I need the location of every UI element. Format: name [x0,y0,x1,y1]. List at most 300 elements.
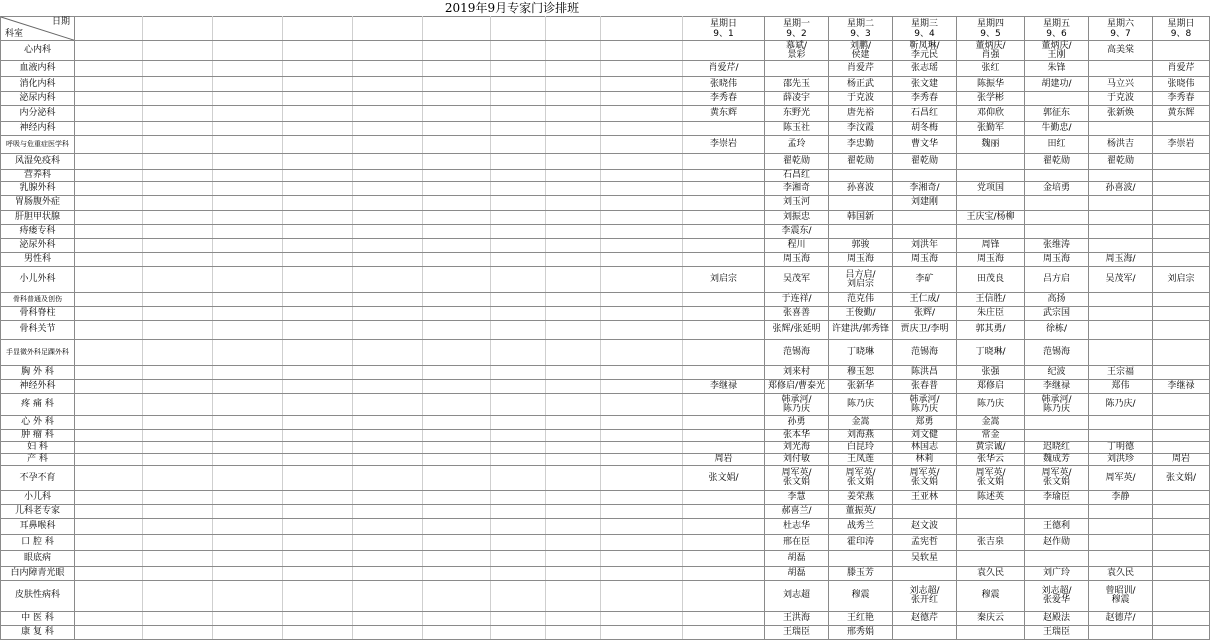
doctor-cell[interactable]: 王洪海 [765,611,829,625]
doctor-cell[interactable] [1153,210,1210,224]
doctor-cell[interactable]: 胡磊 [765,551,829,567]
doctor-cell[interactable]: 林国志 [893,442,957,454]
doctor-cell[interactable]: 张新华 [829,379,893,393]
doctor-cell[interactable]: 张文娟/ [683,466,765,490]
doctor-cell[interactable]: 黄东辉 [683,105,765,121]
doctor-cell[interactable]: 张文建 [893,77,957,91]
doctor-cell[interactable]: 张学彬 [957,91,1025,105]
doctor-cell[interactable] [683,196,765,210]
doctor-cell[interactable]: 张春普 [893,379,957,393]
doctor-cell[interactable]: 陈乃庆/ [1089,393,1153,415]
doctor-cell[interactable] [765,466,829,490]
empty-cell [283,293,353,307]
doctor-cell[interactable] [893,393,957,415]
doctor-cell[interactable]: 孙勇 [765,416,829,430]
doctor-cell[interactable]: 金嵩 [957,416,1025,430]
doctor-cell[interactable] [1089,551,1153,567]
doctor-cell[interactable]: 周军英/ [1089,466,1153,490]
doctor-cell[interactable] [683,581,765,611]
doctor-cell[interactable]: 李秀春 [893,91,957,105]
doctor-cell[interactable]: 穆震 [829,581,893,611]
doctor-cell[interactable]: 刘付敏 [765,454,829,466]
doctor-cell[interactable] [1089,121,1153,135]
doctor-cell[interactable] [1025,393,1089,415]
empty-cell [353,393,423,415]
doctor-cell[interactable] [957,518,1025,534]
doctor-cell[interactable]: 张新焕 [1089,105,1153,121]
doctor-cell[interactable]: 丁明德 [1089,442,1153,454]
doctor-cell[interactable] [1153,41,1210,61]
doctor-cell[interactable]: 范克伟 [829,293,893,307]
doctor-cell[interactable]: 纪波 [1025,365,1089,379]
doctor-cell[interactable] [1089,293,1153,307]
doctor-cell[interactable] [1089,625,1153,639]
doctor-cell[interactable]: 赵作勋 [1025,535,1089,551]
doctor-cell[interactable]: 林莉 [893,454,957,466]
doctor-cell[interactable] [683,154,765,170]
doctor-cell[interactable]: 孙喜波/ [1089,182,1153,196]
doctor-cell[interactable]: 霍印涛 [829,535,893,551]
doctor-cell[interactable] [1153,182,1210,196]
doctor-cell[interactable]: 韩国新 [829,210,893,224]
doctor-cell[interactable] [683,625,765,639]
doctor-cell[interactable] [683,307,765,321]
doctor-cell[interactable] [829,224,893,238]
doctor-cell[interactable] [1153,535,1210,551]
doctor-cell[interactable]: 胡冬梅 [893,121,957,135]
doctor-cell[interactable]: 张晓伟 [683,77,765,91]
doctor-cell[interactable]: 郑修启/曹泰光 [765,379,829,393]
doctor-cell[interactable] [893,567,957,581]
doctor-cell[interactable]: 胡建功/ [1025,77,1089,91]
doctor-cell[interactable]: 陈洪昌 [893,365,957,379]
doctor-cell[interactable]: 金培勇 [1025,182,1089,196]
doctor-cell[interactable]: 李瑜臣 [1025,490,1089,504]
doctor-cell[interactable] [957,551,1025,567]
doctor-cell[interactable]: 范锡海 [765,339,829,365]
doctor-cell[interactable] [1089,61,1153,77]
doctor-cell[interactable]: 张华云 [957,454,1025,466]
doctor-cell[interactable] [1089,196,1153,210]
doctor-cell[interactable] [683,551,765,567]
doctor-cell[interactable] [683,182,765,196]
doctor-cell[interactable] [893,466,957,490]
doctor-cell[interactable]: 周玉海/ [1089,252,1153,266]
doctor-cell[interactable]: 周锋 [957,238,1025,252]
doctor-cell[interactable] [683,365,765,379]
doctor-cell[interactable] [1153,393,1210,415]
doctor-cell[interactable]: 石昌红 [765,170,829,182]
doctor-cell[interactable]: 刘洪珍 [1089,454,1153,466]
doctor-cell[interactable] [1153,567,1210,581]
doctor-cell[interactable] [1153,442,1210,454]
doctor-cell[interactable]: 袁久民 [957,567,1025,581]
doctor-cell[interactable] [893,41,957,61]
doctor-cell[interactable]: 程川 [765,238,829,252]
doctor-cell[interactable] [1153,625,1210,639]
empty-cell [353,551,423,567]
doctor-cell[interactable]: 张维涛 [1025,238,1089,252]
doctor-cell[interactable]: 武宗国 [1025,307,1089,321]
doctor-cell[interactable]: 秦庆云 [957,611,1025,625]
doctor-cell[interactable] [1153,416,1210,430]
doctor-cell[interactable]: 周玉海 [765,252,829,266]
doctor-cell[interactable] [1153,339,1210,365]
doctor-cell[interactable] [1025,430,1089,442]
doctor-cell[interactable] [957,466,1025,490]
doctor-cell[interactable]: 刘文健 [893,430,957,442]
doctor-cell[interactable] [1025,551,1089,567]
doctor-cell[interactable]: 郭征东 [1025,105,1089,121]
doctor-cell[interactable] [1153,490,1210,504]
doctor-cell[interactable]: 魏成芳 [1025,454,1089,466]
doctor-cell[interactable]: 范锡海 [1025,339,1089,365]
doctor-cell[interactable]: 黄宗诚/ [957,442,1025,454]
doctor-cell[interactable]: 李崇岩 [683,135,765,153]
doctor-cell[interactable]: 王庆宝/杨柳 [957,210,1025,224]
doctor-cell[interactable] [683,224,765,238]
doctor-cell[interactable]: 王瑞臣 [765,625,829,639]
doctor-cell[interactable]: 张志瑶 [893,61,957,77]
doctor-cell[interactable]: 翟乾勋 [829,154,893,170]
doctor-cell[interactable] [1089,416,1153,430]
doctor-cell[interactable]: 石昌红 [893,105,957,121]
doctor-cell[interactable]: 刘启宗 [1153,266,1210,292]
doctor-cell[interactable] [1089,535,1153,551]
doctor-cell[interactable]: 曹文华 [893,135,957,153]
doctor-cell[interactable]: 许建洪/郭秀锋 [829,321,893,339]
doctor-cell[interactable]: 肖爱芹/ [683,61,765,77]
doctor-cell[interactable]: 张红 [957,61,1025,77]
doctor-cell[interactable]: 翟乾勋 [765,154,829,170]
doctor-cell[interactable]: 田茂良 [957,266,1025,292]
doctor-cell[interactable] [1153,196,1210,210]
doctor-cell[interactable] [683,442,765,454]
doctor-cell[interactable] [1025,504,1089,518]
doctor-cell[interactable] [957,196,1025,210]
doctor-cell[interactable] [893,504,957,518]
doctor-cell[interactable] [683,210,765,224]
doctor-cell[interactable]: 郑修启 [957,379,1025,393]
doctor-cell[interactable]: 朱庄臣 [957,307,1025,321]
doctor-cell[interactable]: 陈述英 [957,490,1025,504]
doctor-cell[interactable]: 朱锋 [1025,61,1089,77]
doctor-cell[interactable]: 李汶霞 [829,121,893,135]
doctor-cell[interactable]: 丁晓琳/ [957,339,1025,365]
doctor-cell[interactable]: 孟宪哲 [893,535,957,551]
doctor-cell[interactable]: 唐先裕 [829,105,893,121]
doctor-cell[interactable] [957,41,1025,61]
doctor-cell[interactable] [1153,365,1210,379]
doctor-cell[interactable] [683,416,765,430]
doctor-cell[interactable]: 王瑞臣 [1025,625,1089,639]
doctor-cell[interactable]: 董振英/ [829,504,893,518]
doctor-cell[interactable]: 刘海燕 [829,430,893,442]
doctor-cell[interactable] [765,393,829,415]
doctor-cell[interactable] [829,466,893,490]
doctor-cell[interactable]: 滕玉芳 [829,567,893,581]
doctor-cell[interactable]: 吕方启 [1025,266,1089,292]
doctor-cell[interactable]: 周玉海 [893,252,957,266]
doctor-cell[interactable]: 李秀春 [1153,91,1210,105]
doctor-cell[interactable]: 东野光 [765,105,829,121]
doctor-cell[interactable] [1153,154,1210,170]
doctor-cell[interactable]: 刘建刚 [893,196,957,210]
doctor-cell[interactable]: 郭骏 [829,238,893,252]
doctor-cell[interactable]: 吴软星 [893,551,957,567]
doctor-cell[interactable]: 刘玉河 [765,196,829,210]
doctor-cell[interactable]: 党项国 [957,182,1025,196]
doctor-cell[interactable]: 于克波 [829,91,893,105]
doctor-cell[interactable] [1089,581,1153,611]
doctor-cell[interactable]: 丁晓琳 [829,339,893,365]
doctor-cell[interactable] [1153,121,1210,135]
doctor-cell[interactable]: 肖爱芹 [1153,61,1210,77]
doctor-cell[interactable]: 胡磊 [765,567,829,581]
doctor-cell[interactable]: 王俊勤/ [829,307,893,321]
doctor-cell[interactable] [1153,518,1210,534]
doctor-cell[interactable]: 迟晓红 [1025,442,1089,454]
doctor-cell[interactable]: 孟玲 [765,135,829,153]
doctor-cell[interactable]: 王红艳 [829,611,893,625]
doctor-cell[interactable]: 张勤军 [957,121,1025,135]
doctor-cell[interactable]: 翟乾勋 [1025,154,1089,170]
doctor-cell[interactable]: 吴茂军/ [1089,266,1153,292]
doctor-cell[interactable]: 李矿 [893,266,957,292]
doctor-cell[interactable]: 高扬 [1025,293,1089,307]
doctor-cell[interactable]: 袁久民 [1089,567,1153,581]
doctor-cell[interactable]: 王德利 [1025,518,1089,534]
doctor-cell[interactable]: 穆玉恕 [829,365,893,379]
doctor-cell[interactable] [683,252,765,266]
doctor-cell[interactable] [1153,170,1210,182]
doctor-cell[interactable]: 赵德芹 [893,611,957,625]
doctor-cell[interactable]: 于连祥/ [765,293,829,307]
doctor-cell[interactable] [1153,430,1210,442]
doctor-cell[interactable]: 周岩 [683,454,765,466]
doctor-cell[interactable] [683,321,765,339]
doctor-cell[interactable] [1153,252,1210,266]
doctor-cell[interactable]: 徐栋/ [1025,321,1089,339]
doctor-cell[interactable] [683,41,765,61]
doctor-cell[interactable] [683,611,765,625]
doctor-cell[interactable] [893,581,957,611]
doctor-cell[interactable]: 刘振忠 [765,210,829,224]
doctor-cell[interactable]: 周玉海 [829,252,893,266]
doctor-cell[interactable] [829,551,893,567]
doctor-cell[interactable]: 赵殿法 [1025,611,1089,625]
doctor-cell[interactable]: 周玉海 [1025,252,1089,266]
doctor-cell[interactable] [1025,581,1089,611]
doctor-cell[interactable]: 陈玉社 [765,121,829,135]
doctor-cell[interactable]: 张强 [957,365,1025,379]
doctor-cell[interactable]: 黄东辉 [1153,105,1210,121]
doctor-cell[interactable]: 李震东/ [765,224,829,238]
doctor-cell[interactable]: 陈乃庆 [957,393,1025,415]
doctor-cell[interactable]: 邵先玉 [765,77,829,91]
doctor-cell[interactable]: 李静 [1089,490,1153,504]
doctor-cell[interactable]: 战秀兰 [829,518,893,534]
doctor-cell[interactable] [1025,466,1089,490]
doctor-cell[interactable]: 李秀春 [683,91,765,105]
doctor-cell[interactable]: 李忠勤 [829,135,893,153]
doctor-cell[interactable]: 杨正武 [829,77,893,91]
doctor-cell[interactable]: 郑勇 [893,416,957,430]
doctor-cell[interactable] [957,625,1025,639]
doctor-cell[interactable] [1025,170,1089,182]
doctor-cell[interactable]: 张本华 [765,430,829,442]
doctor-cell[interactable]: 刘来村 [765,365,829,379]
doctor-cell[interactable]: 郭其勇/ [957,321,1025,339]
doctor-cell[interactable]: 金嵩 [829,416,893,430]
doctor-cell[interactable]: 魏丽 [957,135,1025,153]
doctor-cell[interactable] [765,61,829,77]
doctor-cell[interactable] [893,224,957,238]
doctor-cell[interactable] [1089,504,1153,518]
doctor-cell[interactable]: 肖爱芹 [829,61,893,77]
doctor-cell[interactable] [1089,339,1153,365]
doctor-cell[interactable]: 姜荣燕 [829,490,893,504]
doctor-cell[interactable] [1153,611,1210,625]
doctor-cell[interactable] [1089,518,1153,534]
doctor-cell[interactable] [957,224,1025,238]
doctor-cell[interactable] [1025,416,1089,430]
doctor-cell[interactable] [683,238,765,252]
doctor-cell[interactable]: 刘广玲 [1025,567,1089,581]
doctor-cell[interactable]: 王宗福 [1089,365,1153,379]
doctor-cell[interactable] [1153,581,1210,611]
doctor-cell[interactable] [1089,321,1153,339]
doctor-cell[interactable] [1089,224,1153,238]
doctor-cell[interactable]: 于克波 [1089,91,1153,105]
doctor-cell[interactable] [893,170,957,182]
doctor-cell[interactable]: 张晓伟 [1153,77,1210,91]
doctor-cell[interactable]: 薛凌宇 [765,91,829,105]
doctor-cell[interactable] [957,504,1025,518]
doctor-cell[interactable] [829,41,893,61]
doctor-cell[interactable] [683,121,765,135]
doctor-cell[interactable]: 刘光海 [765,442,829,454]
doctor-cell[interactable] [683,430,765,442]
doctor-cell[interactable] [683,490,765,504]
doctor-cell[interactable]: 李慧 [765,490,829,504]
doctor-cell[interactable] [829,196,893,210]
doctor-cell[interactable] [1153,307,1210,321]
doctor-cell[interactable] [957,170,1025,182]
doctor-cell[interactable]: 马立兴 [1089,77,1153,91]
doctor-cell[interactable]: 杜志华 [765,518,829,534]
doctor-cell[interactable]: 王仁成/ [893,293,957,307]
doctor-cell[interactable]: 李湘奇/ [893,182,957,196]
doctor-cell[interactable]: 张喜善 [765,307,829,321]
doctor-cell[interactable] [893,625,957,639]
doctor-cell[interactable] [1153,504,1210,518]
doctor-cell[interactable]: 张吉泉 [957,535,1025,551]
doctor-cell[interactable]: 赵德芹/ [1089,611,1153,625]
doctor-cell[interactable] [683,504,765,518]
doctor-cell[interactable]: 李继禄 [1025,379,1089,393]
doctor-cell[interactable]: 刘洪年 [893,238,957,252]
doctor-cell[interactable]: 吴茂军 [765,266,829,292]
doctor-cell[interactable]: 刘志超 [765,581,829,611]
doctor-cell[interactable]: 李崇岩 [1153,135,1210,153]
doctor-cell[interactable]: 翟乾勋 [1089,154,1153,170]
doctor-cell[interactable]: 郑伟 [1089,379,1153,393]
doctor-cell[interactable] [683,518,765,534]
doctor-cell[interactable]: 贾庆卫/李明 [893,321,957,339]
doctor-cell[interactable] [1153,224,1210,238]
doctor-cell[interactable] [1089,307,1153,321]
doctor-cell[interactable] [1089,210,1153,224]
doctor-cell[interactable] [1153,293,1210,307]
doctor-cell[interactable]: 王信胜/ [957,293,1025,307]
doctor-cell[interactable]: 陈振华 [957,77,1025,91]
doctor-cell[interactable]: 田红 [1025,135,1089,153]
doctor-cell[interactable] [1153,321,1210,339]
doctor-cell[interactable]: 白昆玲 [829,442,893,454]
doctor-cell[interactable]: 翟乾勋 [893,154,957,170]
doctor-cell[interactable] [1089,430,1153,442]
doctor-cell[interactable]: 常金 [957,430,1025,442]
doctor-cell[interactable] [893,210,957,224]
doctor-cell[interactable]: 李继禄 [683,379,765,393]
doctor-cell[interactable]: 李继禄 [1153,379,1210,393]
doctor-cell[interactable]: 王凤莲 [829,454,893,466]
doctor-cell[interactable]: 周岩 [1153,454,1210,466]
doctor-cell[interactable] [1025,196,1089,210]
doctor-cell[interactable]: 邓仰欣 [957,105,1025,121]
doctor-cell[interactable] [1153,238,1210,252]
doctor-cell[interactable]: 孙喜波 [829,182,893,196]
doctor-cell[interactable]: 张辉/ [893,307,957,321]
doctor-cell[interactable]: 刘启宗 [683,266,765,292]
department-name: 耳鼻喉科 [1,518,75,534]
doctor-cell[interactable]: 穆震 [957,581,1025,611]
doctor-cell[interactable]: 范锡海 [893,339,957,365]
doctor-cell[interactable]: 郝喜兰/ [765,504,829,518]
doctor-cell[interactable]: 张文娟/ [1153,466,1210,490]
doctor-cell[interactable] [1025,41,1089,61]
doctor-cell[interactable] [683,170,765,182]
doctor-cell[interactable] [1089,238,1153,252]
doctor-cell[interactable] [829,266,893,292]
doctor-cell[interactable] [829,170,893,182]
doctor-cell[interactable]: 牛勤忠/ [1025,121,1089,135]
doctor-cell[interactable] [683,339,765,365]
doctor-cell[interactable] [765,41,829,61]
doctor-cell[interactable]: 陈乃庆 [829,393,893,415]
doctor-cell[interactable]: 周玉海 [957,252,1025,266]
doctor-cell[interactable] [683,293,765,307]
doctor-cell[interactable]: 高美棠 [1089,41,1153,61]
doctor-cell[interactable] [957,154,1025,170]
doctor-cell[interactable]: 王亚林 [893,490,957,504]
doctor-cell[interactable] [1025,91,1089,105]
doctor-cell[interactable]: 邢秀娟 [829,625,893,639]
doctor-cell[interactable]: 赵文波 [893,518,957,534]
doctor-cell[interactable]: 邢在臣 [765,535,829,551]
doctor-cell[interactable] [1025,210,1089,224]
doctor-cell[interactable] [1089,170,1153,182]
doctor-cell[interactable]: 杨洪吉 [1089,135,1153,153]
doctor-cell[interactable] [1025,224,1089,238]
doctor-cell[interactable] [1153,551,1210,567]
doctor-cell[interactable] [683,567,765,581]
doctor-cell[interactable]: 李湘奇 [765,182,829,196]
doctor-cell[interactable]: 张辉/张延明 [765,321,829,339]
doctor-cell[interactable] [683,535,765,551]
doctor-cell[interactable] [683,393,765,415]
